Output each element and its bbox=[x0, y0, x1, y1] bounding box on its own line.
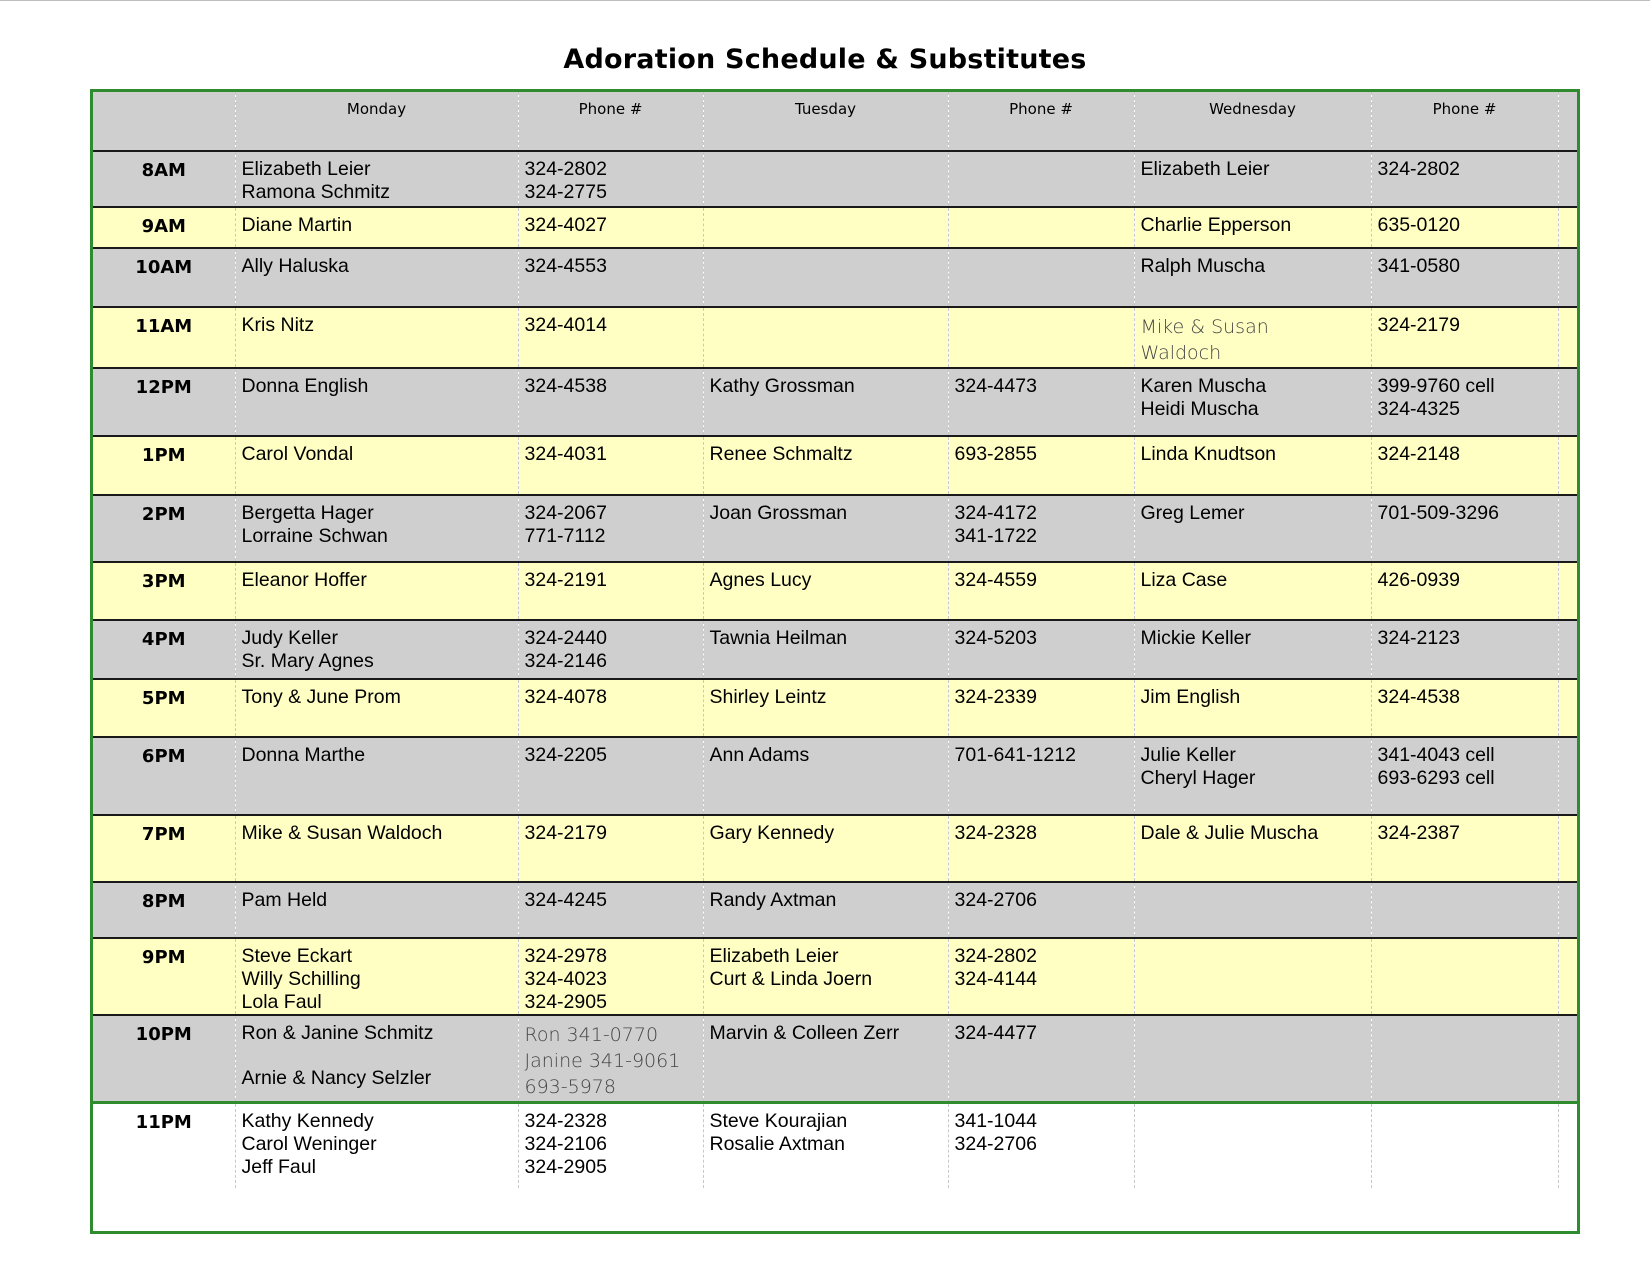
person-name: Carol Weninger bbox=[241, 1132, 377, 1155]
phone-number: 341-1044 bbox=[954, 1109, 1037, 1132]
person-name: Renee Schmaltz bbox=[709, 443, 853, 465]
person-name bbox=[242, 1045, 512, 1067]
schedule-row bbox=[93, 436, 1577, 495]
wednesday-phone-cell bbox=[1371, 882, 1558, 938]
monday-phone-cell bbox=[518, 1015, 703, 1102]
person-name: Willy Schilling bbox=[241, 968, 361, 990]
schedule-row bbox=[93, 562, 1577, 620]
schedule-table bbox=[93, 92, 1577, 1188]
wednesday-cell bbox=[1134, 495, 1371, 562]
tuesday-cell bbox=[703, 495, 948, 562]
wednesday-cell bbox=[1134, 938, 1371, 1015]
person-name: Waldoch bbox=[1140, 342, 1222, 364]
tuesday-cell bbox=[703, 737, 948, 815]
schedule-row bbox=[93, 737, 1577, 815]
time-slot: 8PM bbox=[93, 882, 235, 938]
phone-number: 324-2802 bbox=[524, 158, 607, 180]
person-name: Eleanor Hoffer bbox=[241, 569, 367, 591]
wednesday-phone-cell bbox=[1371, 620, 1558, 679]
schedule-frame bbox=[90, 89, 1580, 1234]
person-name: Pam Held bbox=[241, 889, 328, 911]
wednesday-cell bbox=[1134, 207, 1371, 248]
spacer-cell bbox=[1558, 1102, 1577, 1188]
wednesday-cell bbox=[1134, 248, 1371, 307]
monday-cell bbox=[235, 368, 518, 436]
monday-cell bbox=[235, 207, 518, 248]
phone-number: 324-2179 bbox=[524, 822, 607, 844]
wednesday-phone-cell bbox=[1371, 495, 1558, 562]
person-name: Elizabeth Leier bbox=[709, 945, 839, 967]
monday-cell bbox=[235, 679, 518, 737]
monday-cell bbox=[235, 737, 518, 815]
monday-cell bbox=[235, 882, 518, 938]
wednesday-phone-cell bbox=[1371, 307, 1558, 368]
phone-number: 771-7112 bbox=[524, 525, 606, 547]
tuesday-phone-cell bbox=[948, 495, 1134, 562]
person-name: Marvin & Colleen Zerr bbox=[709, 1022, 900, 1044]
tuesday-phone-cell bbox=[948, 248, 1134, 307]
monday-phone-cell bbox=[518, 815, 703, 882]
person-name: Lola Faul bbox=[241, 991, 322, 1013]
time-slot: 6PM bbox=[93, 737, 235, 815]
phone-number: 324-4553 bbox=[524, 255, 607, 277]
schedule-row bbox=[93, 679, 1577, 737]
phone-number: 693-5978 bbox=[524, 1076, 616, 1098]
phone-number: 324-2123 bbox=[1377, 627, 1460, 649]
phone-number: 693-6293 cell bbox=[1377, 767, 1495, 789]
person-name: Kris Nitz bbox=[241, 314, 315, 336]
monday-phone-cell bbox=[518, 737, 703, 815]
monday-phone-cell bbox=[518, 368, 703, 436]
schedule-row bbox=[93, 368, 1577, 436]
phone-number: 324-2706 bbox=[954, 1132, 1037, 1155]
person-name: Kathy Kennedy bbox=[241, 1109, 374, 1132]
person-name: Elizabeth Leier bbox=[1140, 158, 1270, 180]
spacer-cell bbox=[1558, 737, 1577, 815]
monday-phone-cell bbox=[518, 679, 703, 737]
schedule-row bbox=[93, 882, 1577, 938]
monday-phone-cell bbox=[518, 882, 703, 938]
phone-number: 324-2106 bbox=[524, 1132, 607, 1155]
phone-number: 324-2179 bbox=[1377, 314, 1460, 336]
spacer-cell bbox=[1558, 151, 1577, 207]
header-spacer bbox=[1558, 92, 1577, 151]
tuesday-phone-cell bbox=[948, 620, 1134, 679]
tuesday-phone-cell bbox=[948, 151, 1134, 207]
wednesday-cell bbox=[1134, 436, 1371, 495]
monday-cell bbox=[235, 620, 518, 679]
person-name: Kathy Grossman bbox=[709, 375, 855, 397]
person-name: Julie Keller bbox=[1140, 744, 1236, 766]
phone-number: 701-509-3296 bbox=[1377, 502, 1499, 524]
person-name: Tony & June Prom bbox=[241, 686, 401, 708]
person-name: Heidi Muscha bbox=[1140, 398, 1259, 420]
tuesday-cell bbox=[703, 1102, 948, 1188]
time-slot: 7PM bbox=[93, 815, 235, 882]
schedule-row bbox=[93, 815, 1577, 882]
tuesday-cell bbox=[703, 248, 948, 307]
wednesday-phone-cell bbox=[1371, 1015, 1558, 1102]
header-tuesday: Tuesday bbox=[703, 92, 948, 151]
wednesday-cell bbox=[1134, 151, 1371, 207]
phone-number: 324-2205 bbox=[524, 744, 607, 766]
time-slot: 8AM bbox=[93, 151, 235, 207]
tuesday-phone-cell bbox=[948, 679, 1134, 737]
schedule-row bbox=[93, 1015, 1577, 1102]
wednesday-phone-cell bbox=[1371, 207, 1558, 248]
tuesday-cell bbox=[703, 368, 948, 436]
schedule-row bbox=[93, 151, 1577, 207]
tuesday-phone-cell bbox=[948, 938, 1134, 1015]
phone-number: 324-2339 bbox=[954, 686, 1037, 708]
phone-number: 324-2802 bbox=[954, 945, 1037, 967]
wednesday-phone-cell bbox=[1371, 248, 1558, 307]
wednesday-phone-cell bbox=[1371, 151, 1558, 207]
person-name: Greg Lemer bbox=[1140, 502, 1245, 524]
monday-phone-cell bbox=[518, 151, 703, 207]
person-name: Agnes Lucy bbox=[709, 569, 812, 591]
tuesday-phone-cell bbox=[948, 1102, 1134, 1188]
spacer-cell bbox=[1558, 620, 1577, 679]
wednesday-cell bbox=[1134, 307, 1371, 368]
person-name: Donna Marthe bbox=[241, 744, 366, 766]
wednesday-phone-cell bbox=[1371, 368, 1558, 436]
person-name: Shirley Leintz bbox=[709, 686, 827, 708]
phone-number: 324-4538 bbox=[1377, 686, 1460, 708]
schedule-row bbox=[93, 495, 1577, 562]
tuesday-phone-cell bbox=[948, 882, 1134, 938]
phone-number: 324-2328 bbox=[524, 1109, 607, 1132]
spacer-cell bbox=[1558, 1015, 1577, 1102]
phone-number: 399-9760 cell bbox=[1377, 375, 1495, 397]
phone-number: 324-4027 bbox=[524, 214, 607, 236]
person-name: Bergetta Hager bbox=[241, 502, 374, 524]
wednesday-cell bbox=[1134, 815, 1371, 882]
person-name: Gary Kennedy bbox=[709, 822, 835, 844]
wednesday-phone-cell bbox=[1371, 679, 1558, 737]
person-name: Sr. Mary Agnes bbox=[241, 650, 374, 672]
wednesday-cell bbox=[1134, 679, 1371, 737]
time-slot: 9PM bbox=[93, 938, 235, 1015]
phone-number: 324-2328 bbox=[954, 822, 1037, 844]
phone-number: 426-0939 bbox=[1377, 569, 1460, 591]
phone-number: 324-2191 bbox=[524, 569, 607, 591]
monday-phone-cell bbox=[518, 495, 703, 562]
monday-cell bbox=[235, 562, 518, 620]
time-slot: 11AM bbox=[93, 307, 235, 368]
phone-number: 341-4043 cell bbox=[1377, 744, 1495, 766]
wednesday-cell bbox=[1134, 368, 1371, 436]
schedule-row bbox=[93, 620, 1577, 679]
tuesday-cell bbox=[703, 151, 948, 207]
person-name: Judy Keller bbox=[241, 627, 338, 649]
page-title: Adoration Schedule & Substitutes bbox=[563, 44, 1087, 75]
person-name: Steve Eckart bbox=[241, 945, 353, 967]
wednesday-cell bbox=[1134, 562, 1371, 620]
phone-number: 635-0120 bbox=[1377, 214, 1460, 236]
person-name: Jeff Faul bbox=[241, 1155, 316, 1178]
phone-number: 324-2905 bbox=[524, 991, 607, 1013]
tuesday-cell bbox=[703, 679, 948, 737]
monday-phone-cell bbox=[518, 436, 703, 495]
tuesday-phone-cell bbox=[948, 562, 1134, 620]
time-slot: 5PM bbox=[93, 679, 235, 737]
schedule-row bbox=[93, 307, 1577, 368]
wednesday-phone-cell bbox=[1371, 815, 1558, 882]
tuesday-cell bbox=[703, 207, 948, 248]
time-slot: 4PM bbox=[93, 620, 235, 679]
schedule-row bbox=[93, 248, 1577, 307]
spacer-cell bbox=[1558, 368, 1577, 436]
tuesday-phone-cell bbox=[948, 737, 1134, 815]
spacer-cell bbox=[1558, 307, 1577, 368]
tuesday-cell bbox=[703, 562, 948, 620]
person-name: Liza Case bbox=[1140, 569, 1228, 591]
person-name: Karen Muscha bbox=[1140, 375, 1267, 397]
person-name: Curt & Linda Joern bbox=[709, 968, 873, 990]
spacer-cell bbox=[1558, 882, 1577, 938]
spacer-cell bbox=[1558, 248, 1577, 307]
phone-number: 324-2905 bbox=[524, 1155, 607, 1178]
tuesday-cell bbox=[703, 620, 948, 679]
phone-number: 324-4559 bbox=[954, 569, 1037, 591]
phone-number: 324-4023 bbox=[524, 968, 607, 990]
phone-number: 324-4014 bbox=[524, 314, 607, 336]
person-name: Charlie Epperson bbox=[1140, 214, 1292, 236]
tuesday-cell bbox=[703, 436, 948, 495]
wednesday-phone-cell bbox=[1371, 562, 1558, 620]
time-slot: 1PM bbox=[93, 436, 235, 495]
person-name: Joan Grossman bbox=[709, 502, 848, 524]
header-wednesday-phone: Phone # bbox=[1371, 92, 1558, 151]
top-rule bbox=[0, 0, 1650, 1]
phone-number: 324-2387 bbox=[1377, 822, 1460, 844]
header-monday: Monday bbox=[235, 92, 518, 151]
schedule-row bbox=[93, 938, 1577, 1015]
phone-number: 324-2978 bbox=[524, 945, 607, 967]
spacer-cell bbox=[1558, 436, 1577, 495]
phone-number: 324-5203 bbox=[954, 627, 1037, 649]
tuesday-phone-cell bbox=[948, 436, 1134, 495]
monday-cell bbox=[235, 307, 518, 368]
time-slot: 3PM bbox=[93, 562, 235, 620]
wednesday-cell bbox=[1134, 620, 1371, 679]
phone-number: 324-4031 bbox=[524, 443, 607, 465]
phone-number: 701-641-1212 bbox=[954, 744, 1076, 766]
phone-number: 324-2067 bbox=[524, 502, 607, 524]
phone-number: 324-4538 bbox=[524, 375, 607, 397]
person-name: Linda Knudtson bbox=[1140, 443, 1277, 465]
header-row bbox=[93, 92, 1577, 151]
wednesday-phone-cell bbox=[1371, 1102, 1558, 1188]
monday-phone-cell bbox=[518, 620, 703, 679]
spacer-cell bbox=[1558, 815, 1577, 882]
monday-cell bbox=[235, 1015, 518, 1102]
phone-number: 324-4477 bbox=[954, 1022, 1037, 1044]
phone-number: 324-4325 bbox=[1377, 398, 1460, 420]
monday-phone-cell bbox=[518, 207, 703, 248]
monday-cell bbox=[235, 436, 518, 495]
wednesday-cell bbox=[1134, 737, 1371, 815]
monday-cell bbox=[235, 815, 518, 882]
tuesday-phone-cell bbox=[948, 207, 1134, 248]
phone-number: 324-4172 bbox=[954, 502, 1037, 524]
person-name: Mike & Susan Waldoch bbox=[241, 822, 443, 844]
header-wednesday: Wednesday bbox=[1134, 92, 1371, 151]
header-time bbox=[93, 92, 235, 151]
monday-phone-cell bbox=[518, 1102, 703, 1188]
phone-number: 324-4078 bbox=[524, 686, 607, 708]
tuesday-cell bbox=[703, 307, 948, 368]
person-name: Dale & Julie Muscha bbox=[1140, 822, 1319, 844]
person-name: Ron & Janine Schmitz bbox=[241, 1022, 434, 1044]
spacer-cell bbox=[1558, 679, 1577, 737]
monday-phone-cell bbox=[518, 307, 703, 368]
phone-number: 324-2440 bbox=[524, 627, 607, 649]
phone-number: 324-4245 bbox=[524, 889, 607, 911]
person-name: Ann Adams bbox=[709, 744, 810, 766]
person-name: Arnie & Nancy Selzler bbox=[241, 1067, 432, 1089]
wednesday-phone-cell bbox=[1371, 938, 1558, 1015]
person-name: Diane Martin bbox=[241, 214, 353, 236]
person-name: Randy Axtman bbox=[709, 889, 837, 911]
spacer-cell bbox=[1558, 938, 1577, 1015]
tuesday-phone-cell bbox=[948, 1015, 1134, 1102]
monday-cell bbox=[235, 938, 518, 1015]
tuesday-phone-cell bbox=[948, 307, 1134, 368]
person-name: Donna English bbox=[241, 375, 369, 397]
person-name: Mickie Keller bbox=[1140, 627, 1252, 649]
monday-cell bbox=[235, 495, 518, 562]
phone-number: 693-2855 bbox=[954, 443, 1037, 465]
wednesday-cell bbox=[1134, 882, 1371, 938]
person-name: Mike & Susan bbox=[1140, 316, 1269, 338]
header-tuesday-phone: Phone # bbox=[948, 92, 1134, 151]
person-name: Ramona Schmitz bbox=[241, 181, 390, 203]
monday-cell bbox=[235, 1102, 518, 1188]
time-slot: 12PM bbox=[93, 368, 235, 436]
phone-number: 324-2802 bbox=[1377, 158, 1460, 180]
person-name: Ally Haluska bbox=[241, 255, 349, 277]
phone-number: Ron 341-0770 bbox=[524, 1024, 659, 1046]
tuesday-phone-cell bbox=[948, 368, 1134, 436]
tuesday-cell bbox=[703, 882, 948, 938]
wednesday-cell bbox=[1134, 1102, 1371, 1188]
monday-cell bbox=[235, 151, 518, 207]
wednesday-phone-cell bbox=[1371, 737, 1558, 815]
time-slot: 11PM bbox=[93, 1102, 235, 1188]
monday-phone-cell bbox=[518, 938, 703, 1015]
header-monday-phone: Phone # bbox=[518, 92, 703, 151]
monday-cell bbox=[235, 248, 518, 307]
tuesday-cell bbox=[703, 1015, 948, 1102]
monday-phone-cell bbox=[518, 248, 703, 307]
phone-number: 341-1722 bbox=[954, 525, 1037, 547]
tuesday-phone-cell bbox=[948, 815, 1134, 882]
phone-number: 324-4473 bbox=[954, 375, 1037, 397]
time-slot: 10AM bbox=[93, 248, 235, 307]
person-name: Elizabeth Leier bbox=[241, 158, 371, 180]
time-slot: 10PM bbox=[93, 1015, 235, 1102]
person-name: Tawnia Heilman bbox=[709, 627, 848, 649]
time-slot: 9AM bbox=[93, 207, 235, 248]
tuesday-cell bbox=[703, 938, 948, 1015]
person-name: Lorraine Schwan bbox=[241, 525, 388, 547]
phone-number: 324-4144 bbox=[954, 968, 1037, 990]
spacer-cell bbox=[1558, 207, 1577, 248]
schedule-row bbox=[93, 207, 1577, 248]
phone-number: 324-2775 bbox=[524, 181, 607, 203]
wednesday-phone-cell bbox=[1371, 436, 1558, 495]
time-slot: 2PM bbox=[93, 495, 235, 562]
person-name: Jim English bbox=[1140, 686, 1241, 708]
schedule-row bbox=[93, 1102, 1577, 1188]
person-name: Rosalie Axtman bbox=[709, 1132, 845, 1155]
phone-number: Janine 341-9061 bbox=[524, 1050, 681, 1072]
phone-number: 324-2148 bbox=[1377, 443, 1460, 465]
phone-number: 341-0580 bbox=[1377, 255, 1460, 277]
wednesday-cell bbox=[1134, 1015, 1371, 1102]
phone-number: 324-2146 bbox=[524, 650, 607, 672]
spacer-cell bbox=[1558, 495, 1577, 562]
spacer-cell bbox=[1558, 562, 1577, 620]
person-name: Carol Vondal bbox=[241, 443, 354, 465]
monday-phone-cell bbox=[518, 562, 703, 620]
person-name: Ralph Muscha bbox=[1140, 255, 1266, 277]
tuesday-cell bbox=[703, 815, 948, 882]
phone-number: 324-2706 bbox=[954, 889, 1037, 911]
person-name: Cheryl Hager bbox=[1140, 767, 1256, 789]
person-name: Steve Kourajian bbox=[709, 1109, 848, 1132]
